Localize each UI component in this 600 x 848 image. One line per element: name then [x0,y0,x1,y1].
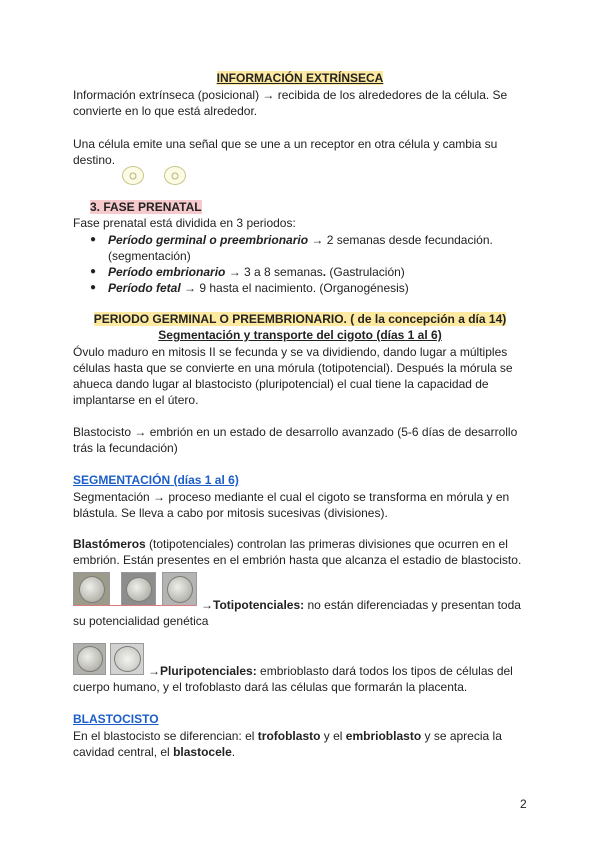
list-item-continuation: (segmentación) [108,249,191,263]
cell-photo [121,572,156,606]
paragraph-line: →Totipotenciales: no están diferenciadas y presentan toda [201,598,521,612]
paragraph-line: cuerpo humano, y el trofoblasto dará las células que formarán la placenta. [73,680,468,694]
paragraph-line: Información extrínseca (posicional) → recibida de los alrededores de la célula. Se [73,88,508,102]
bullet-dot: ● [90,282,97,293]
paragraph-line: Segmentación → proceso mediante el cual el cigoto se transforma en mórula y en [73,490,510,504]
cell-photo [110,643,144,675]
cell-photo [162,572,197,606]
paragraph-line: destino. [73,153,116,167]
cell-photo [73,572,110,606]
section-title-extrinseca: INFORMACIÓN EXTRÍNSECA [216,71,384,85]
paragraph-line: Óvulo maduro en mitosis II se fecunda y se va dividiendo, dando lugar a múltiples [73,345,508,359]
paragraph-line: convierte en lo que está alrededor. [73,104,258,118]
paragraph-line: blástula. Se lleva a cabo por mitosis sucesivas (divisiones). [73,506,388,520]
list-item: Período embrionario → 3 a 8 semanas. (Gastrulación) [108,265,405,279]
paragraph-line: →Pluripotenciales: embrioblasto dará todos los tipos de células del [148,664,513,678]
section-title-periodo-germinal: PERIODO GERMINAL O PREEMBRIONARIO. ( de la concepción a día 14) [93,312,507,326]
paragraph-line: embrión. Están presentes en el embrión hasta que alcanza el estadio de blastocisto. [73,553,522,567]
paragraph-line: su potencialidad genética [73,614,209,628]
section-link-segmentacion[interactable]: SEGMENTACIÓN (días 1 al 6) [73,473,239,487]
paragraph-line: Blastocisto → embrión en un estado de desarrollo avanzado (5-6 días de desarrollo [73,425,518,439]
paragraph-line: cavidad central, el blastocele. [73,745,236,759]
page-number: 2 [520,797,527,811]
paragraph-line: En el blastocisto se diferencian: el trofoblasto y el embrioblasto y se aprecia la [73,729,502,743]
list-item: Período germinal o preembrionario → 2 semanas desde fecundación. [108,233,493,247]
section-title-fase-prenatal: 3. FASE PRENATAL [90,200,202,214]
list-item: Período fetal → 9 hasta el nacimiento. (Organogénesis) [108,281,409,295]
cell-drawing [122,166,144,185]
cell-drawing [164,166,186,185]
bullet-dot: ● [90,266,97,277]
cell-photo [73,643,106,675]
underline-divider [73,605,195,606]
paragraph-line: ahueca dando lugar al blastocisto (pluripotencial) el cual tiene la capacidad de [73,377,489,391]
paragraph-line: células hasta que se convierte en una mórula (totipotencial). Después la mórula se [73,361,513,375]
section-subtitle: Segmentación y transporte del cigoto (días 1 al 6) [158,328,442,342]
paragraph-line: implantarse en el útero. [73,393,199,407]
section-link-blastocisto[interactable]: BLASTOCISTO [73,712,159,726]
bullet-dot: ● [90,234,97,245]
paragraph-line: trás la fecundación) [73,441,178,455]
paragraph-line: Fase prenatal está dividida en 3 periodos: [73,216,296,230]
paragraph-line: Blastómeros (totipotenciales) controlan las primeras divisiones que ocurren en el [73,537,508,551]
paragraph-line: Una célula emite una señal que se une a un receptor en otra célula y cambia su [73,137,498,151]
